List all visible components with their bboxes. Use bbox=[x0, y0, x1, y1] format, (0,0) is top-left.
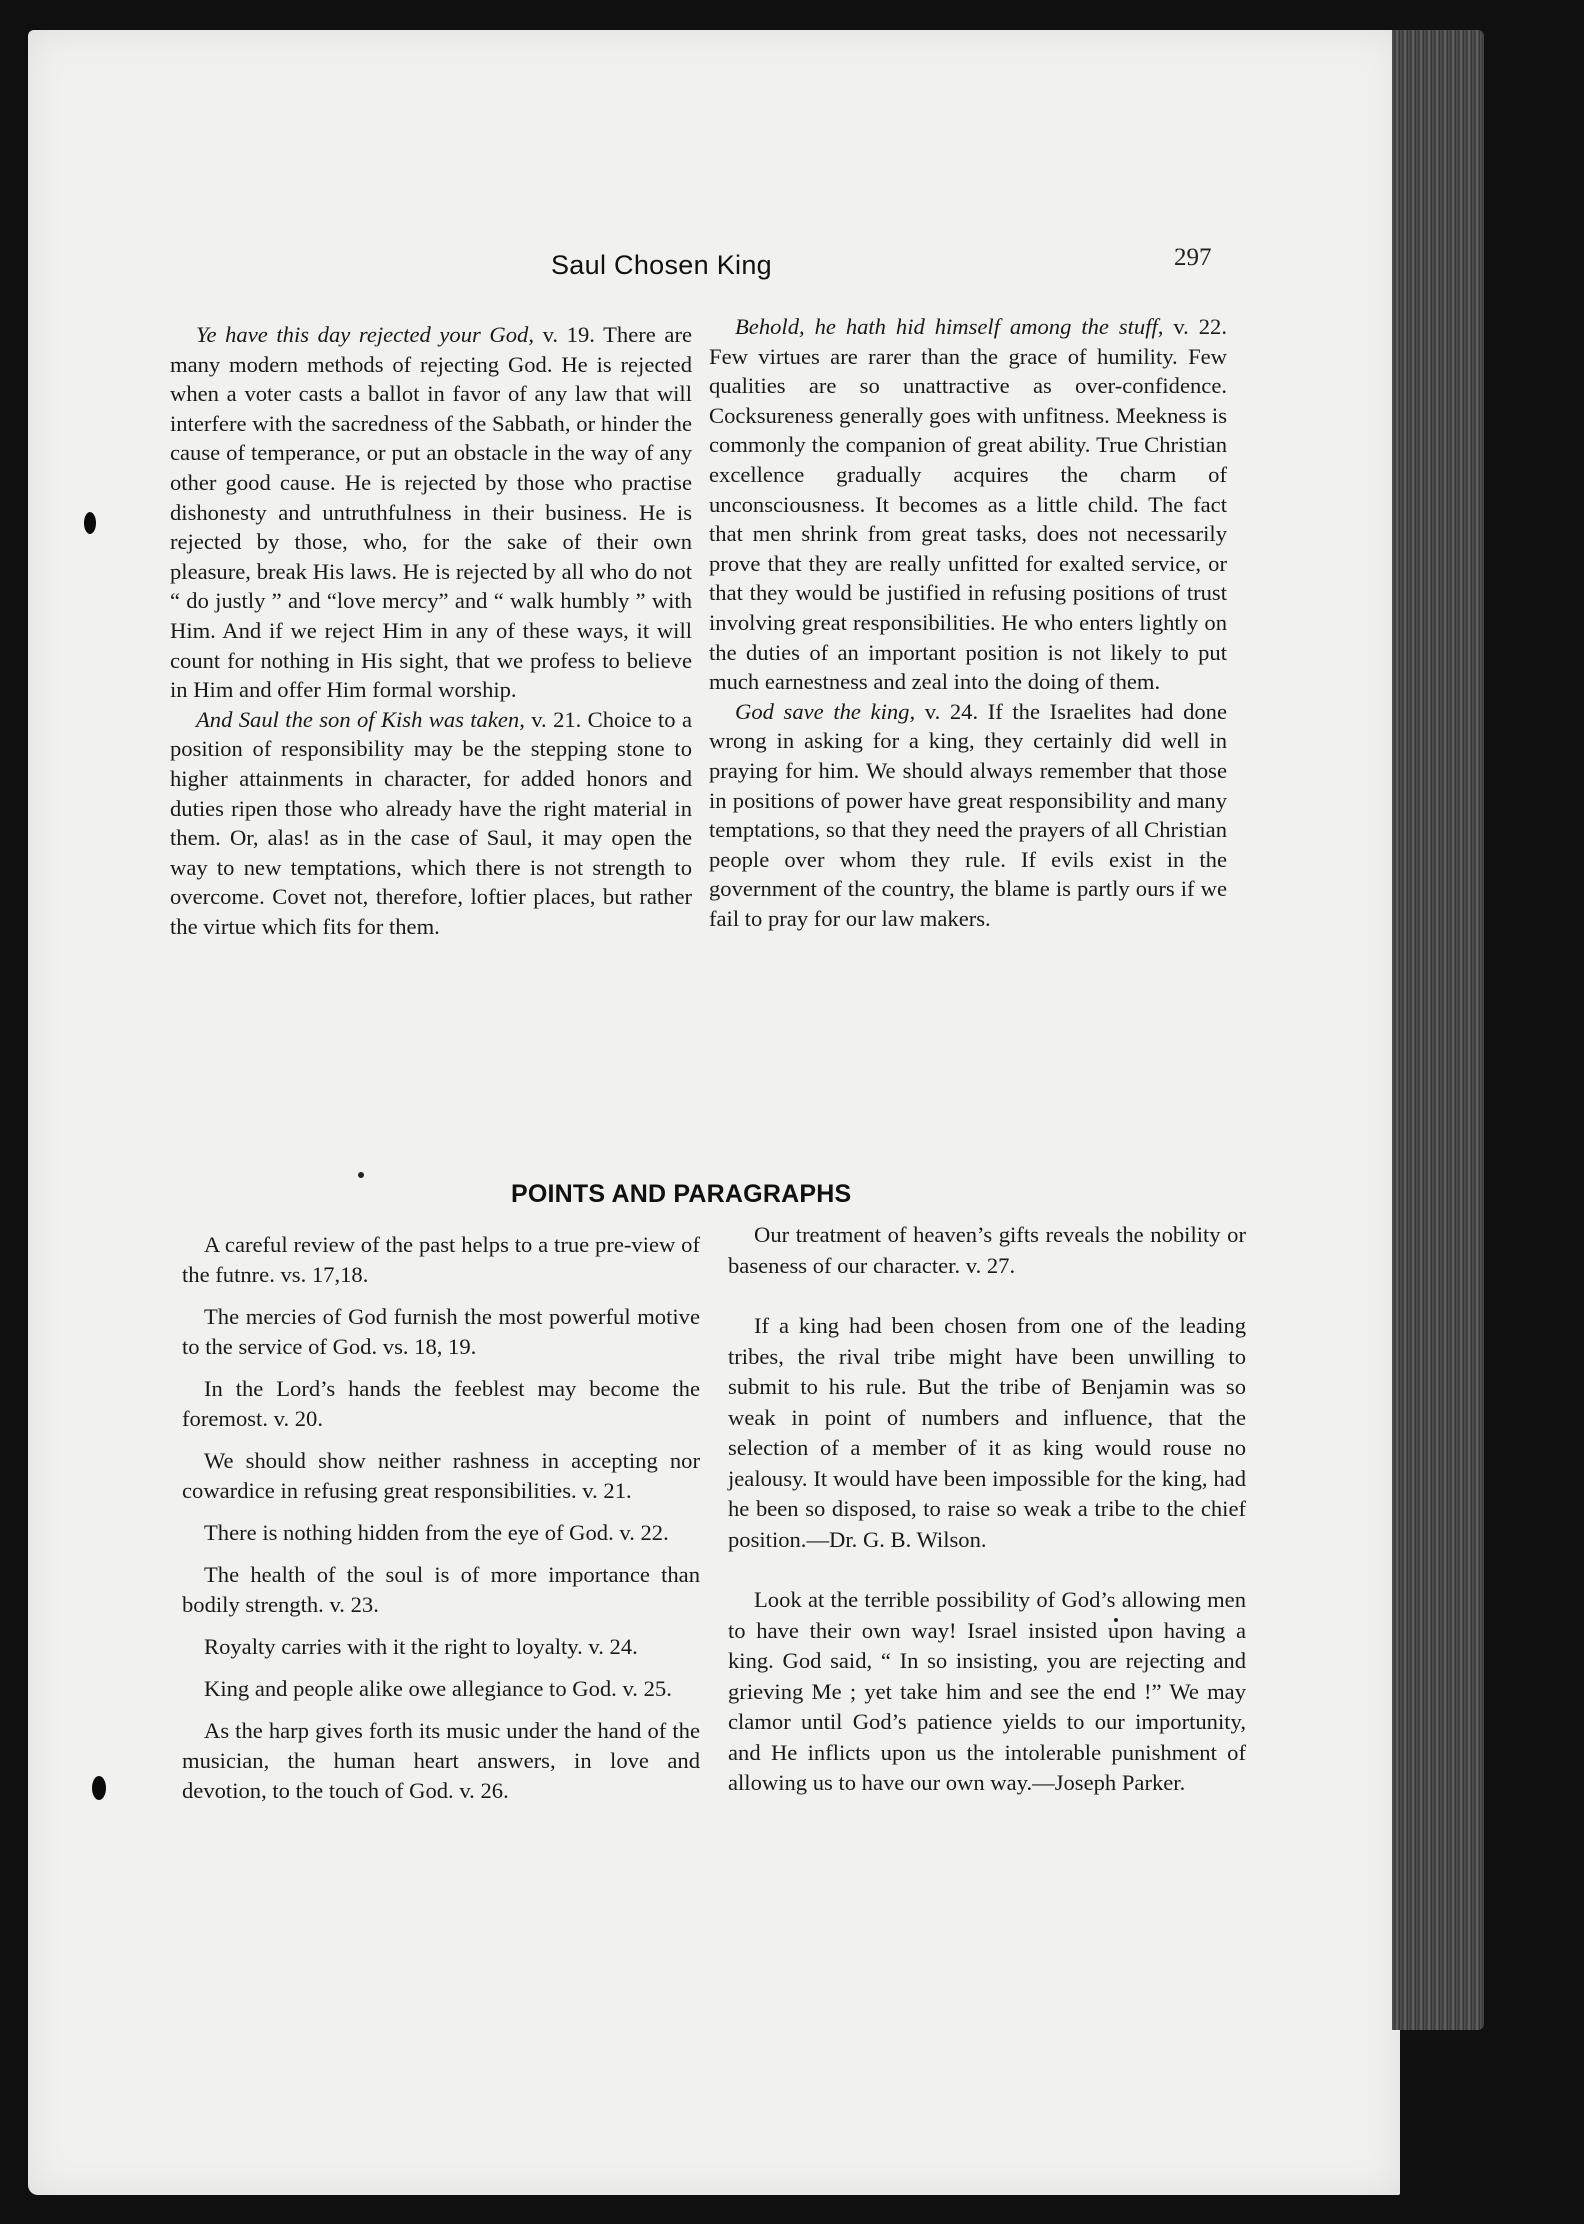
point-item: The health of the soul is of more importance than bodily strength. v. 23. bbox=[182, 1562, 700, 1617]
paragraph-text: v. 21. Choice to a position of responsibility may be the stepping stone to higher attainments in character, for added honors and duties ripen those who already have the right material in them. Or, alas! as in the case of Saul, it may open the way to new temptations, which there is not strength to overcome. Covet not, therefore, loftier places, but rather the virtue which fits for them. bbox=[170, 706, 693, 939]
point-item: The mercies of God furnish the most powerful motive to the service of God. vs. 18, 19. bbox=[182, 1304, 700, 1359]
paragraphs-column bbox=[728, 1220, 1246, 1829]
paragraph-text: v. 22. Few virtues are rarer than the grace of humility. Few qualities are so unattractive as over-confidence. Cocksureness generally goes with unfitness. Meekness is commonly the companion of great ability. True Christian excellence gradually acquires the charm of unconsciousness. It becomes as a little child. The fact that men shrink from great tasks, does not necessarily prove that they are really unfitted for exalted service, or that they would be justified in refusing positions of trust involving great responsibilities. He who enters lightly on the duties of an important position is not likely to put much earnestness and zeal into the doing of them. bbox=[709, 314, 1227, 695]
paragraph bbox=[709, 312, 1227, 697]
verse-reference: Behold, he hath hid himself among the stuff, bbox=[735, 314, 1164, 339]
left-column bbox=[170, 320, 692, 941]
points-column bbox=[182, 1230, 700, 1818]
binding-hole-mark bbox=[84, 512, 96, 534]
point-item: King and people alike owe allegiance to God. v. 25. bbox=[204, 1676, 672, 1701]
running-title: Saul Chosen King bbox=[551, 250, 772, 280]
right-column bbox=[709, 312, 1227, 933]
point-item: A careful review of the past helps to a true pre-view of the futnre. vs. 17,18. bbox=[182, 1232, 700, 1287]
paragraph bbox=[170, 705, 692, 942]
paragraph-text: v. 19. There are many modern methods of rejecting God. He is rejected when a voter casts a ballot in favor of any law that will interfere with the sacredness of the Sabbath, or hinder the cause of temperance, or put an obstacle in the way of any other good cause. He is rejected by those who practise dishonesty and untruthfulness in their business. He is rejected by those, who, for the sake of their own pleasure, break His laws. He is rejected by all who do not “ do justly ” and “love mercy” and “ walk humbly ” with Him. And if we reject Him in any of these ways, it will count for nothing in His sight, that we profess to believe in Him and offer Him formal worship. bbox=[170, 322, 692, 703]
binding-hole-mark bbox=[92, 1776, 106, 1800]
verse-reference: Ye have this day rejected your God, bbox=[196, 322, 534, 347]
point-item: In the Lord’s hands the feeblest may become the foremost. v. 20. bbox=[182, 1376, 700, 1431]
verse-reference: God save the king, bbox=[735, 698, 916, 724]
paragraph bbox=[709, 697, 1227, 934]
point-item: As the harp gives forth its music under the hand of the musician, the human heart answers, in love and devotion, to the touch of God. v. 26. bbox=[182, 1718, 700, 1803]
section-heading: POINTS AND PARAGRAPHS bbox=[511, 1180, 852, 1208]
paragraph-text: v. 24. If the Israelites had done wrong in asking for a king, they certainly did well in praying for him. We should always remember that those in positions of power have great responsibility and many temptations, so that they need the prayers of all Christian people over whom they rule. If evils exist in the government of the country, the blame is partly ours if we fail to pray for our law makers. bbox=[709, 698, 1227, 931]
verse-reference: And Saul the son of Kish was taken, bbox=[196, 706, 525, 732]
point-item: Royalty carries with it the right to loyalty. v. 24. bbox=[204, 1634, 638, 1659]
paragraph bbox=[170, 320, 692, 705]
point-item: We should show neither rashness in accepting nor cowardice in refusing great responsibilities. v. 21. bbox=[182, 1448, 700, 1503]
paragraph-item: If a king had been chosen from one of the leading tribes, the rival tribe might have been unwilling to submit to his rule. But the tribe of Benjamin was so weak in point of numbers and influence, that the selection of a member of it as king would rouse no jealousy. It would have been impossible for the king, had he been so disposed, to raise so weak a tribe to the chief position.—Dr. G. B. Wilson. bbox=[728, 1313, 1246, 1552]
print-speck bbox=[358, 1172, 364, 1178]
page-edges bbox=[1392, 30, 1484, 2030]
paragraph-item: Our treatment of heaven’s gifts reveals the nobility or baseness of our character. v. 27. bbox=[728, 1222, 1246, 1278]
point-item: There is nothing hidden from the eye of God. v. 22. bbox=[204, 1520, 669, 1545]
page-number: 297 bbox=[1174, 244, 1212, 271]
paragraph-item: Look at the terrible possibility of God’s allowing men to have their own way! Israel insisted upon having a king. God said, “ In so insisting, you are rejecting and grieving Me ; yet take him and see the end !” We may clamor until God’s patience yields to our importunity, and He inflicts upon us the intolerable punishment of allowing us to have our own way.—Joseph Parker. bbox=[728, 1587, 1246, 1795]
